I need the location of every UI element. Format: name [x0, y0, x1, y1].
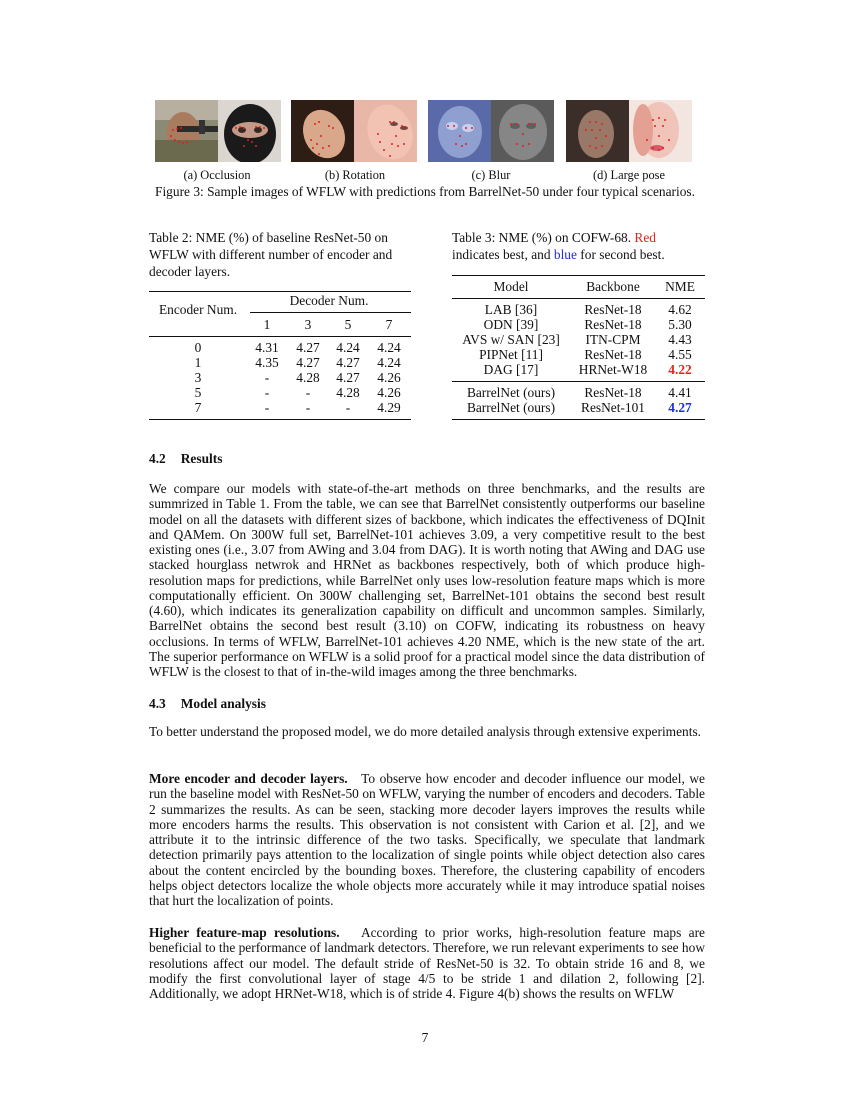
table-2-caption: Table 2: NME (%) of baseline ResNet-50 on WFLW with different number of encoder and decoder layers. — [149, 230, 393, 279]
sample-image-large-pose-2 — [629, 100, 692, 162]
subcaption-blur: (c) Blur — [471, 168, 511, 182]
section-number: 4.3 — [149, 696, 166, 711]
subcaption-rotation: (b) Rotation — [324, 168, 386, 182]
sample-image-blur-1 — [428, 100, 491, 162]
table-3-header: NME — [665, 279, 695, 294]
table-2-cell: 4.28 — [336, 385, 360, 400]
table-2-cell: - — [305, 400, 311, 415]
table-2-cell: 4.26 — [377, 370, 401, 385]
table-2-cell: - — [264, 400, 270, 415]
table-3-caption-text: for second best. — [576, 247, 665, 262]
sample-image-blur-2 — [491, 100, 554, 162]
table-3-caption-red: Red — [634, 230, 656, 245]
table-2-group-rule — [250, 312, 411, 313]
table-2-col-header: 7 — [385, 317, 393, 332]
table-3-backbone: ITN-CPM — [585, 332, 641, 347]
table-2-cell: 4.35 — [255, 355, 279, 370]
sample-image-large-pose-1 — [566, 100, 629, 162]
table-3-backbone: ResNet-18 — [584, 347, 642, 362]
table-3-header: Model — [493, 279, 529, 294]
table-2-cell: 4.29 — [377, 400, 401, 415]
table-2-encoder: 3 — [194, 370, 202, 385]
table-3-top-rule — [452, 275, 705, 276]
table-3-backbone: ResNet-18 — [584, 385, 642, 400]
subcaption-occlusion: (a) Occlusion — [183, 168, 251, 182]
table-3-bottom-rule — [452, 419, 705, 420]
table-3-ours-rule — [452, 381, 705, 382]
section-title: Results — [180, 451, 223, 466]
section-4-3-intro: To better understand the proposed model, we do more detailed analysis through extensive experiments. — [149, 724, 702, 739]
table-2-col-header: 5 — [344, 317, 352, 332]
table-3-model: ODN [39] — [483, 317, 539, 332]
table-2-bottom-rule — [149, 419, 411, 420]
table-3-nme: 4.62 — [668, 302, 692, 317]
sample-image-rotation-1 — [291, 100, 354, 162]
table-3-backbone: HRNet-W18 — [578, 362, 648, 377]
table-2-encoder: 0 — [194, 340, 202, 355]
table-3-header: Backbone — [586, 279, 640, 294]
table-2-cell: - — [305, 385, 311, 400]
paragraph-body: According to prior works, high-resolution feature maps are beneficial to the performance of landmark detectors. Therefore, we run relevant experiments to see how resolutions affect our model. The default stride of ResNet-50 is 32. To obtain stride 16 and 8, we modify the first convolutional layer of stage 4/5 to be stride 1 and dilation 2, following [2]. Additionally, we adopt HRNet-W18, which is of stride 4. Figure 4(b) shows the results on WFLW — [149, 925, 706, 1001]
table-2-cell: 4.24 — [336, 340, 360, 355]
table-2-cell: - — [264, 385, 270, 400]
section-4-2-heading — [149, 451, 222, 467]
table-2-cell: 4.27 — [336, 370, 360, 385]
table-3-caption — [452, 229, 706, 263]
table-3-nme-second: 4.27 — [668, 400, 692, 415]
table-3-nme: 4.55 — [668, 347, 692, 362]
table-2-cell: 4.31 — [255, 340, 279, 355]
table-3-model: PIPNet [11] — [479, 347, 543, 362]
table-2-cell: - — [264, 370, 270, 385]
paragraph-title: More encoder and decoder layers. — [149, 771, 348, 786]
table-3-nme: 5.30 — [668, 317, 692, 332]
table-2-col-header: 3 — [304, 317, 312, 332]
section-number: 4.2 — [149, 451, 166, 466]
section-4-3-heading — [149, 696, 266, 712]
table-3-nme: 4.41 — [668, 385, 692, 400]
table-2-col-header: 1 — [263, 317, 271, 332]
table-2-encoder: 7 — [194, 400, 202, 415]
table-2-cell: 4.27 — [296, 340, 320, 355]
figure-3-caption: Figure 3: Sample images of WFLW with predictions from BarrelNet-50 under four typical scenarios. — [155, 184, 695, 199]
table-2-cell: 4.26 — [377, 385, 401, 400]
sample-image-occlusion-1 — [155, 100, 218, 162]
encoder-decoder-paragraph — [149, 771, 705, 908]
table-2-row-header: Encoder Num. — [158, 302, 238, 317]
table-3-model: BarrelNet (ours) — [466, 385, 556, 400]
table-2-mid-rule — [149, 336, 411, 337]
page-number: 7 — [421, 1030, 429, 1045]
table-3-nme-best: 4.22 — [668, 362, 692, 377]
table-2-top-rule — [149, 291, 411, 292]
table-2-cell: 4.24 — [377, 355, 401, 370]
table-3-backbone: ResNet-101 — [581, 400, 645, 415]
table-3-model: LAB [36] — [484, 302, 538, 317]
sample-image-rotation-2 — [354, 100, 417, 162]
feature-map-paragraph — [149, 925, 705, 1001]
sample-image-occlusion-2 — [218, 100, 281, 162]
table-3-nme: 4.43 — [668, 332, 692, 347]
table-2-col-group: Decoder Num. — [289, 293, 369, 308]
table-3-model: AVS w/ SAN [23] — [462, 332, 560, 347]
table-3-mid-rule — [452, 298, 705, 299]
table-2-encoder: 1 — [194, 355, 202, 370]
table-2-cell: - — [345, 400, 351, 415]
section-title: Model analysis — [180, 696, 266, 711]
paragraph-body: To observe how encoder and decoder influence our model, we run the baseline model with ResNet-50 on WFLW, varying the number of encoders and decoders. Table 2 summarizes the results. As can be seen, stacking more decoder layers improves the results while more encoders harms the results. This observation is not consistent with Carion et al. [2], and we attribute it to the intrinsic difference of the two tasks. Specifically, we speculate that landmark detection primarily pays attention to the localization of single points while object detection also cares about the content encircled by the bounding boxes. Therefore, the clustering capability of encoders helps object detectors localize the whole objects more accurately while it may introduce spatial noises that hurt the localization of points. — [149, 771, 705, 908]
table-3-backbone: ResNet-18 — [584, 302, 642, 317]
table-3-caption-text: indicates best, and — [452, 247, 554, 262]
table-3-backbone: ResNet-18 — [584, 317, 642, 332]
table-2-encoder: 5 — [194, 385, 202, 400]
table-2-cell: 4.28 — [296, 370, 320, 385]
section-4-2-paragraph: We compare our models with state-of-the-art methods on three benchmarks, and the results are summrized in Table 1. From the table, we can see that BarrelNet consistently outperforms our baseline model on all the datasets with different sizes of backbone, which indicates the effectiveness of DQInit and QAMem. On 300W full set, BarrelNet-101 achieves 3.09, a very competitive result to the best existing ones (i.e., 3.07 from AWing and 3.04 from DAG). It is worth noting that AWing and DAG use stacked hourglass netwrok and HRNet as backbones respectively, both of which produce high-resolution maps for predictions, while BarrelNet only uses low-resolution feature maps which is more computationally efficient. On 300W challenging set, BarrelNet-101 obtains the second best result (4.60), which indicates its generalization capability on difficult and uncommon samples. Similarly, BarrelNet obtains the second best result (3.10) on COFW, indicating its robustness on heavy occlusions. In terms of WFLW, BarrelNet-101 achieves 4.20 NME, which is the new state of the art. The superior performance on WFLW is a solid proof for a practical model since the data distribution of WFLW is the closest to that of in-the-wild images among the three benchmarks. — [149, 481, 705, 679]
table-3-caption-text: Table 3: NME (%) on COFW-68. — [452, 230, 635, 245]
table-2-cell: 4.24 — [377, 340, 401, 355]
table-2-cell: 4.27 — [336, 355, 360, 370]
table-2-cell: 4.27 — [296, 355, 320, 370]
subcaption-large-pose: (d) Large pose — [592, 168, 666, 182]
table-3-model: BarrelNet (ours) — [466, 400, 556, 415]
table-3-caption-blue: blue — [553, 247, 577, 262]
paragraph-title: Higher feature-map resolutions. — [149, 925, 340, 940]
table-3-model: DAG [17] — [483, 362, 539, 377]
